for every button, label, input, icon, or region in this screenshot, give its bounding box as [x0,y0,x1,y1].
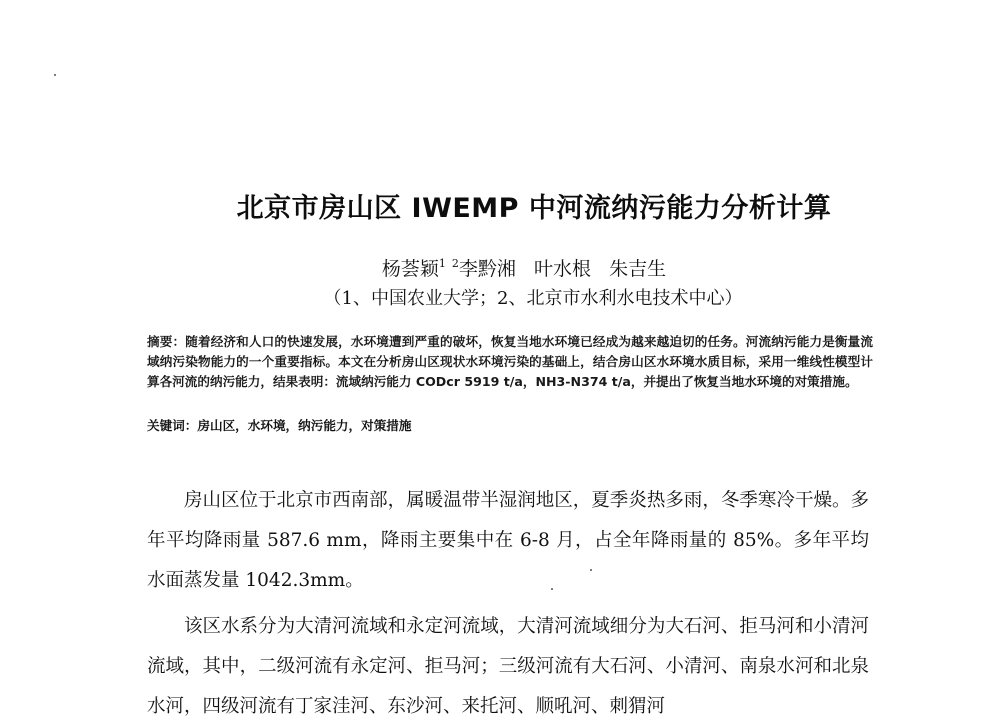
author-2: 李黔湘 [458,258,516,280]
author-1: 杨荟颖 [381,258,439,280]
keywords [147,415,873,434]
abstract [147,332,873,392]
affiliation-mark-2: 2 [451,257,459,270]
body-paragraph-1: 房山区位于北京市西南部，属暖温带半湿润地区，夏季炎热多雨，冬季寒冷干燥。多年平均降雨量 587.6 mm，降雨主要集中在 6-8 月，占全年降雨量的 85%。多年平均水面蒸发量 1042.3mm。 [147,490,869,591]
keywords-label: 关键词： [147,418,198,433]
abstract-text: 随着经济和人口的快速发展，水环境遭到严重的破坏，恢复当地水环境已经成为越来越迫切的任务。河流纳污能力是衡量流域纳污染物能力的一个重要指标。本文在分析房山区现状水环境污染的基础上，结合房山区水环境水质目标，采用一维线性模型计算各河流的纳污能力，结果表明：流域纳污能力 CODcr 5919 t/a，NH3-N374 t/a，并提出了恢复当地水环境的对策措施。 [147,334,874,389]
scan-speck [54,74,56,76]
scan-speck [590,569,592,571]
paper-title: 北京市房山区 IWEMP 中河流纳污能力分析计算 [236,193,832,224]
abstract-label: 摘要： [147,334,186,349]
keywords-text: 房山区，水环境，纳污能力，对策措施 [197,418,412,433]
affiliation-mark-1: 1 [438,257,446,270]
author-3: 叶水根 [534,258,592,280]
author-4: 朱吉生 [609,258,667,280]
affiliations: （1、中国农业大学；2、北京市水利水电技术中心） [323,288,743,309]
body-paragraph-2: 该区水系分为大清河流域和永定河流域，大清河流域细分为大石河、拒马河和小清河流域，其中，二级河流有永定河、拒马河；三级河流有大石河、小清河、南泉水河和北泉水河，四级河流有丁家洼河、东沙河、来托河、顺吼河、刺猬河 [147,616,869,717]
author-line [0,254,1000,281]
scan-speck [551,588,553,590]
